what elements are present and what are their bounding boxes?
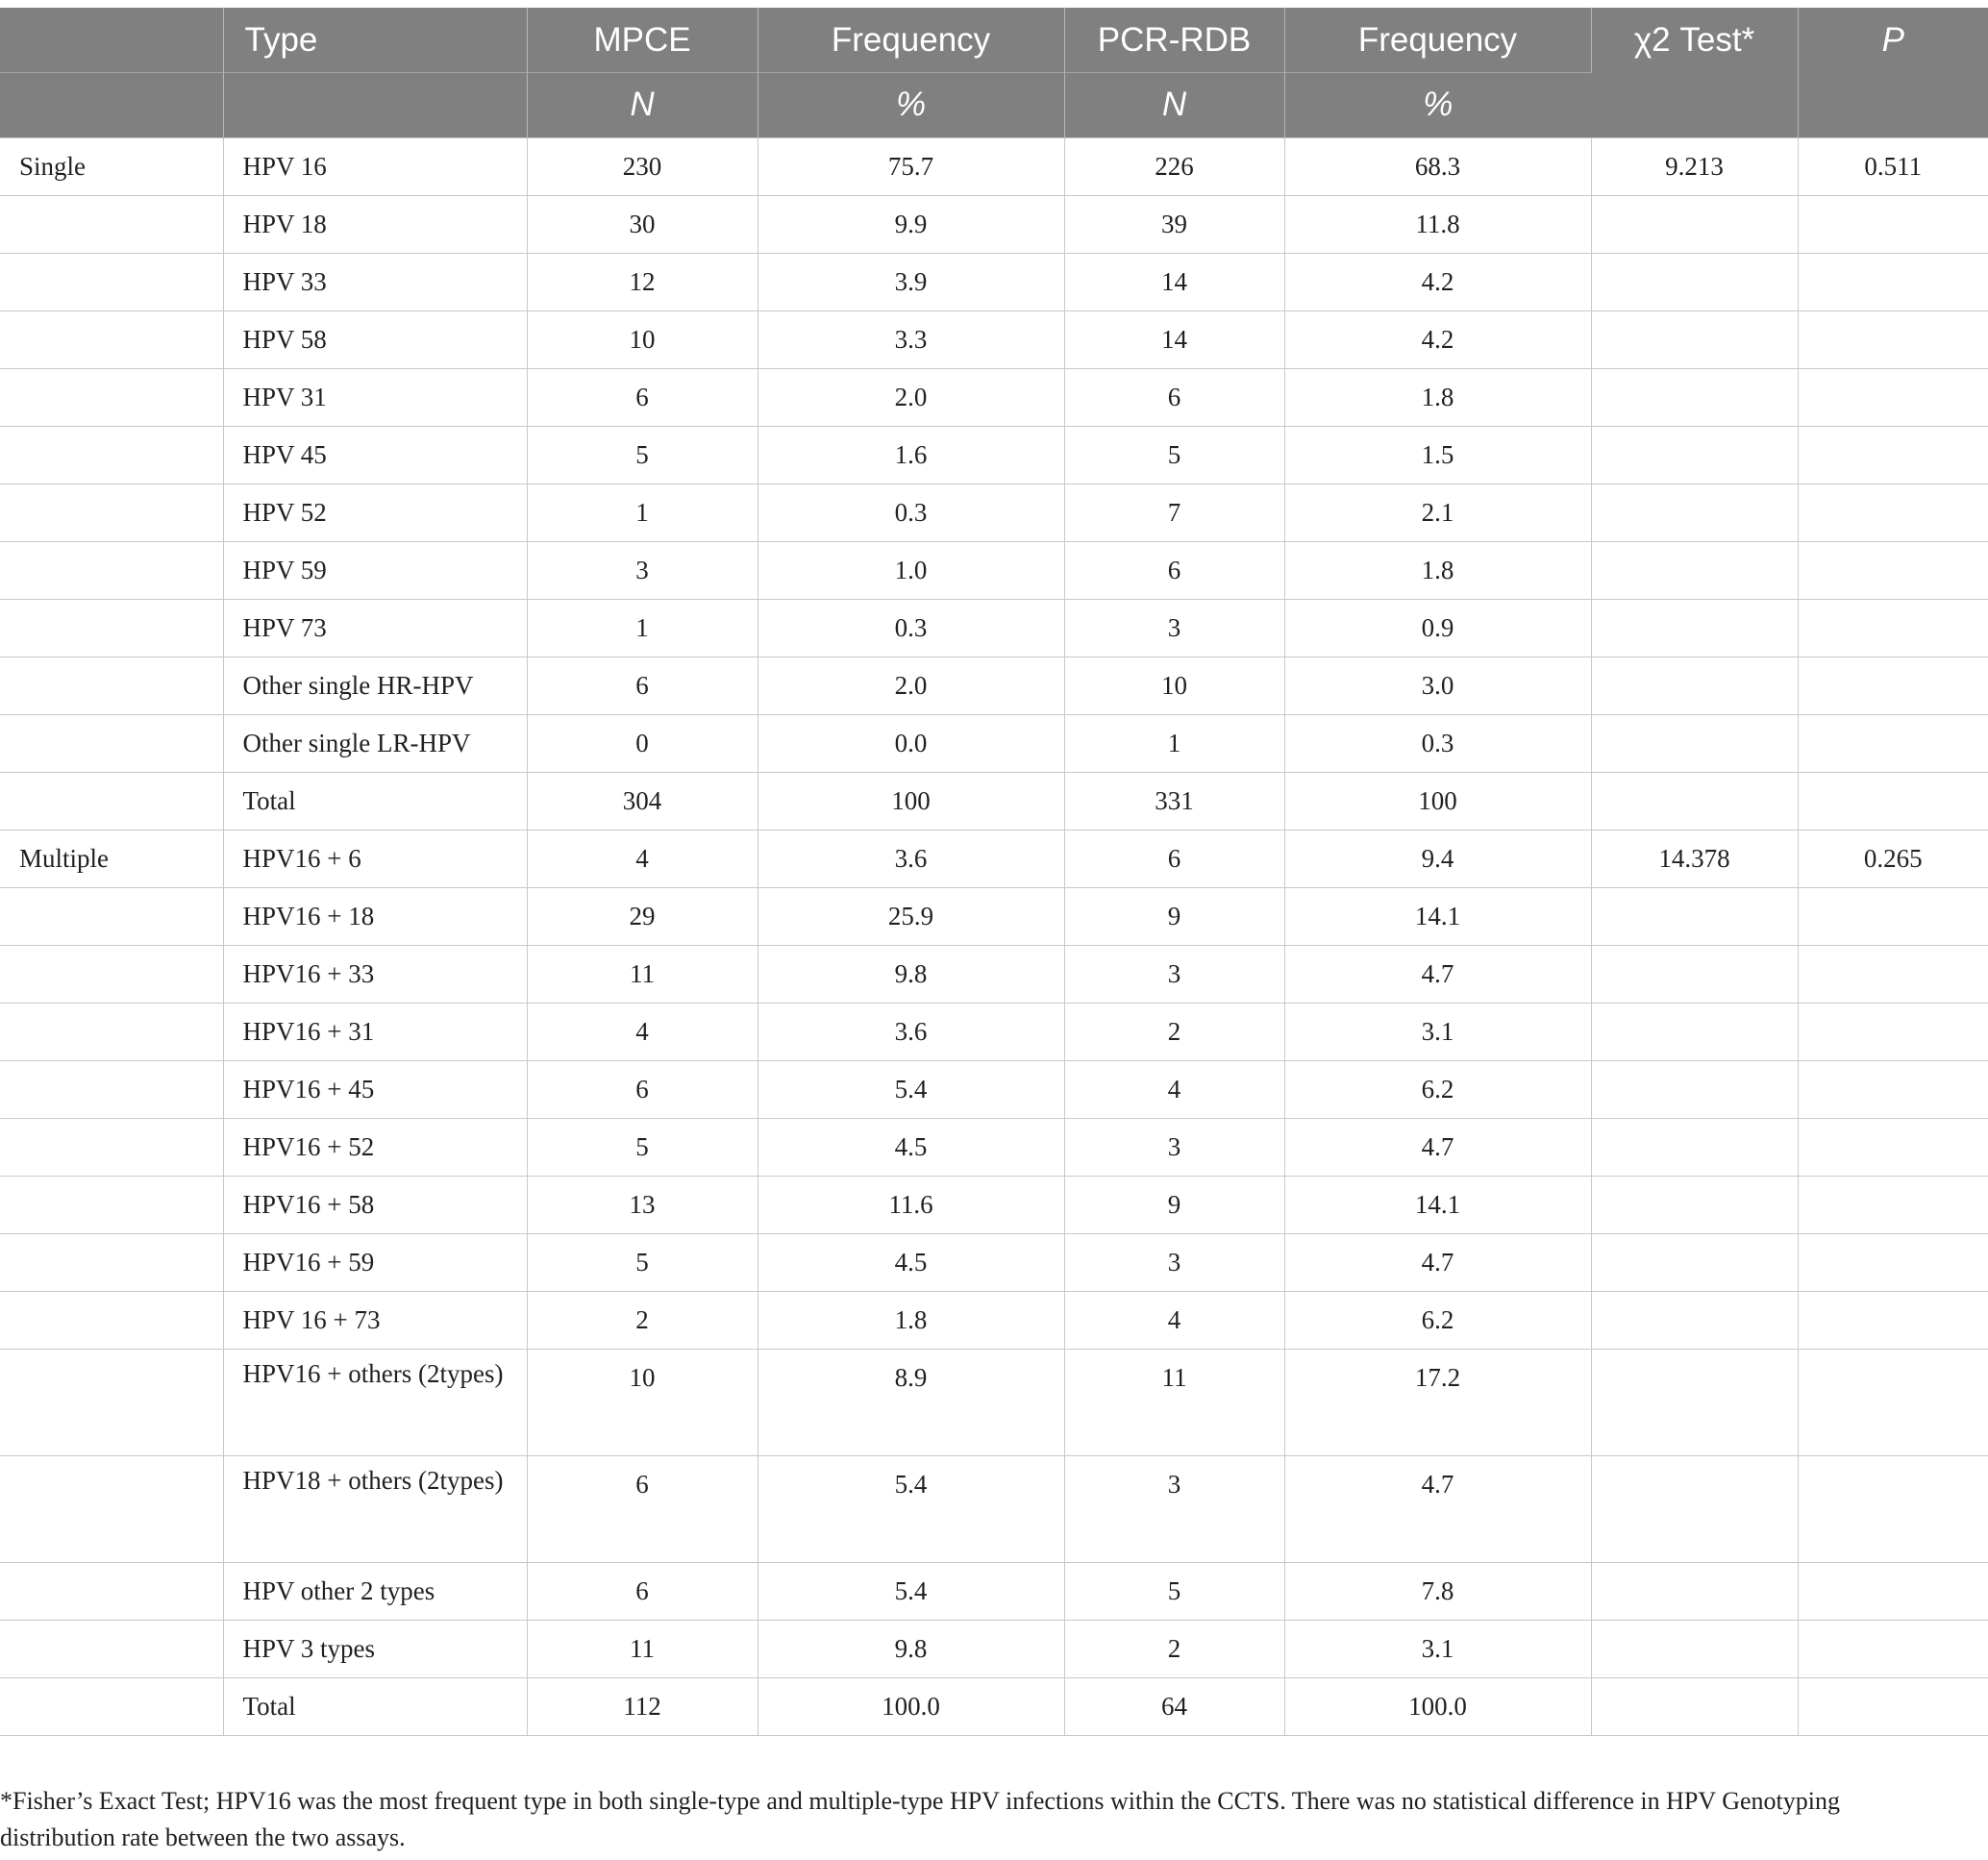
mpce-percent-cell: 100 <box>758 772 1064 830</box>
group-cell <box>0 1562 223 1620</box>
type-cell: HPV16 + 6 <box>223 830 527 887</box>
type-cell: HPV16 + 52 <box>223 1118 527 1176</box>
table-header <box>0 8 1988 137</box>
p-value-cell <box>1798 1455 1988 1562</box>
table-row <box>0 1118 1988 1176</box>
pcr-n-cell: 4 <box>1064 1291 1284 1349</box>
pcr-n-cell: 3 <box>1064 945 1284 1003</box>
group-cell <box>0 1003 223 1060</box>
mpce-n-cell: 6 <box>527 1455 758 1562</box>
pcr-n-cell: 5 <box>1064 426 1284 484</box>
mpce-percent-cell: 2.0 <box>758 657 1064 714</box>
mpce-percent-cell: 2.0 <box>758 368 1064 426</box>
mpce-percent-cell: 5.4 <box>758 1060 1064 1118</box>
pcr-n-cell: 3 <box>1064 1455 1284 1562</box>
type-cell: HPV 16 <box>223 137 527 195</box>
header-type: Type <box>223 8 527 72</box>
type-cell: HPV 33 <box>223 253 527 310</box>
mpce-n-cell: 10 <box>527 310 758 368</box>
table-row <box>0 830 1988 887</box>
chi-square-cell <box>1591 1291 1798 1349</box>
header-pcr-n: N <box>1064 72 1284 137</box>
mpce-n-cell: 6 <box>527 657 758 714</box>
chi-square-cell <box>1591 1455 1798 1562</box>
header-p-value: P <box>1798 8 1988 137</box>
pcr-n-cell: 226 <box>1064 137 1284 195</box>
pcr-percent-cell: 0.9 <box>1284 599 1591 657</box>
p-value-cell <box>1798 1291 1988 1349</box>
mpce-percent-cell: 75.7 <box>758 137 1064 195</box>
mpce-n-cell: 5 <box>527 1233 758 1291</box>
mpce-percent-cell: 3.6 <box>758 830 1064 887</box>
type-cell: Other single LR-HPV <box>223 714 527 772</box>
chi-square-cell <box>1591 368 1798 426</box>
p-value-cell <box>1798 1677 1988 1735</box>
pcr-n-cell: 5 <box>1064 1562 1284 1620</box>
chi-square-cell <box>1591 599 1798 657</box>
chi-square-cell <box>1591 1677 1798 1735</box>
group-cell <box>0 1233 223 1291</box>
chi-square-cell <box>1591 945 1798 1003</box>
chi-square-cell <box>1591 484 1798 541</box>
pcr-percent-cell: 17.2 <box>1284 1349 1591 1455</box>
group-cell: Single <box>0 137 223 195</box>
mpce-percent-cell: 0.3 <box>758 599 1064 657</box>
p-value-cell <box>1798 1233 1988 1291</box>
mpce-n-cell: 6 <box>527 1562 758 1620</box>
mpce-n-cell: 5 <box>527 1118 758 1176</box>
group-cell <box>0 599 223 657</box>
table-row <box>0 137 1988 195</box>
pcr-n-cell: 3 <box>1064 1118 1284 1176</box>
table-row <box>0 657 1988 714</box>
group-cell <box>0 945 223 1003</box>
table-row <box>0 1003 1988 1060</box>
mpce-percent-cell: 3.3 <box>758 310 1064 368</box>
p-value-cell <box>1798 195 1988 253</box>
hpv-genotype-table <box>0 8 1988 1736</box>
pcr-percent-cell: 7.8 <box>1284 1562 1591 1620</box>
group-cell <box>0 368 223 426</box>
p-value-cell <box>1798 714 1988 772</box>
p-value-cell <box>1798 1003 1988 1060</box>
group-cell <box>0 657 223 714</box>
mpce-percent-cell: 4.5 <box>758 1233 1064 1291</box>
type-cell: HPV 45 <box>223 426 527 484</box>
type-cell: Total <box>223 1677 527 1735</box>
table-body <box>0 137 1988 1735</box>
group-cell <box>0 195 223 253</box>
table-row <box>0 599 1988 657</box>
pcr-percent-cell: 3.1 <box>1284 1003 1591 1060</box>
header-mpce-percent: % <box>758 72 1064 137</box>
chi-square-cell: 14.378 <box>1591 830 1798 887</box>
p-value-cell <box>1798 772 1988 830</box>
chi-square-cell <box>1591 1620 1798 1677</box>
mpce-percent-cell: 3.9 <box>758 253 1064 310</box>
mpce-n-cell: 3 <box>527 541 758 599</box>
mpce-percent-cell: 4.5 <box>758 1118 1064 1176</box>
group-cell <box>0 310 223 368</box>
pcr-n-cell: 6 <box>1064 541 1284 599</box>
group-cell <box>0 541 223 599</box>
table-row <box>0 1455 1988 1562</box>
mpce-n-cell: 5 <box>527 426 758 484</box>
group-cell <box>0 426 223 484</box>
pcr-percent-cell: 4.7 <box>1284 945 1591 1003</box>
table-row <box>0 1233 1988 1291</box>
pcr-n-cell: 39 <box>1064 195 1284 253</box>
type-cell: HPV 18 <box>223 195 527 253</box>
mpce-n-cell: 12 <box>527 253 758 310</box>
table-row <box>0 887 1988 945</box>
header-frequency-mpce: Frequency <box>758 8 1064 72</box>
chi-square-cell <box>1591 1233 1798 1291</box>
mpce-percent-cell: 9.8 <box>758 1620 1064 1677</box>
mpce-n-cell: 10 <box>527 1349 758 1455</box>
table-row <box>0 945 1988 1003</box>
mpce-n-cell: 13 <box>527 1176 758 1233</box>
type-cell: HPV16 + 31 <box>223 1003 527 1060</box>
group-cell <box>0 887 223 945</box>
type-cell: HPV16 + 59 <box>223 1233 527 1291</box>
type-cell: HPV16 + 18 <box>223 887 527 945</box>
pcr-percent-cell: 6.2 <box>1284 1291 1591 1349</box>
table-row <box>0 253 1988 310</box>
group-cell <box>0 1349 223 1455</box>
pcr-percent-cell: 100.0 <box>1284 1677 1591 1735</box>
header-pcr-percent: % <box>1284 72 1591 137</box>
mpce-percent-cell: 9.8 <box>758 945 1064 1003</box>
mpce-percent-cell: 9.9 <box>758 195 1064 253</box>
mpce-percent-cell: 5.4 <box>758 1562 1064 1620</box>
pcr-n-cell: 11 <box>1064 1349 1284 1455</box>
pcr-percent-cell: 68.3 <box>1284 137 1591 195</box>
group-cell <box>0 1176 223 1233</box>
type-cell: HPV 16 + 73 <box>223 1291 527 1349</box>
p-value-cell <box>1798 657 1988 714</box>
pcr-percent-cell: 6.2 <box>1284 1060 1591 1118</box>
p-value-cell: 0.265 <box>1798 830 1988 887</box>
mpce-n-cell: 304 <box>527 772 758 830</box>
header-chi-square-test: χ2 Test* <box>1591 8 1798 137</box>
pcr-n-cell: 14 <box>1064 253 1284 310</box>
type-cell: HPV 58 <box>223 310 527 368</box>
chi-square-cell <box>1591 1176 1798 1233</box>
pcr-n-cell: 3 <box>1064 1233 1284 1291</box>
mpce-percent-cell: 1.0 <box>758 541 1064 599</box>
p-value-cell <box>1798 1118 1988 1176</box>
table-row <box>0 772 1988 830</box>
type-cell: HPV 3 types <box>223 1620 527 1677</box>
table-row <box>0 541 1988 599</box>
p-value-cell <box>1798 310 1988 368</box>
pcr-n-cell: 6 <box>1064 368 1284 426</box>
pcr-percent-cell: 1.8 <box>1284 541 1591 599</box>
pcr-n-cell: 9 <box>1064 887 1284 945</box>
table-row <box>0 1562 1988 1620</box>
mpce-percent-cell: 1.8 <box>758 1291 1064 1349</box>
group-cell <box>0 253 223 310</box>
p-value-cell <box>1798 945 1988 1003</box>
group-cell <box>0 772 223 830</box>
pcr-n-cell: 2 <box>1064 1620 1284 1677</box>
mpce-n-cell: 1 <box>527 599 758 657</box>
pcr-n-cell: 9 <box>1064 1176 1284 1233</box>
header-group-sub <box>0 72 223 137</box>
type-cell: HPV 31 <box>223 368 527 426</box>
chi-square-cell <box>1591 1349 1798 1455</box>
table-row <box>0 714 1988 772</box>
pcr-percent-cell: 14.1 <box>1284 1176 1591 1233</box>
type-cell: HPV16 + 33 <box>223 945 527 1003</box>
table-row <box>0 1349 1988 1455</box>
pcr-n-cell: 4 <box>1064 1060 1284 1118</box>
group-cell <box>0 484 223 541</box>
header-frequency-pcr: Frequency <box>1284 8 1591 72</box>
chi-square-cell <box>1591 657 1798 714</box>
mpce-n-cell: 2 <box>527 1291 758 1349</box>
p-value-cell <box>1798 599 1988 657</box>
pcr-percent-cell: 1.8 <box>1284 368 1591 426</box>
table-row <box>0 368 1988 426</box>
type-cell: Total <box>223 772 527 830</box>
chi-square-cell <box>1591 1118 1798 1176</box>
header-mpce: MPCE <box>527 8 758 72</box>
table-row <box>0 426 1988 484</box>
pcr-n-cell: 2 <box>1064 1003 1284 1060</box>
type-cell: HPV16 + 58 <box>223 1176 527 1233</box>
chi-square-cell: 9.213 <box>1591 137 1798 195</box>
table-row <box>0 310 1988 368</box>
mpce-n-cell: 6 <box>527 368 758 426</box>
pcr-n-cell: 331 <box>1064 772 1284 830</box>
group-cell <box>0 1677 223 1735</box>
pcr-percent-cell: 1.5 <box>1284 426 1591 484</box>
type-cell: HPV18 + others (2types) <box>223 1455 527 1562</box>
header-mpce-n: N <box>527 72 758 137</box>
pcr-percent-cell: 3.1 <box>1284 1620 1591 1677</box>
chi-square-cell <box>1591 1060 1798 1118</box>
mpce-n-cell: 6 <box>527 1060 758 1118</box>
mpce-percent-cell: 100.0 <box>758 1677 1064 1735</box>
pcr-percent-cell: 11.8 <box>1284 195 1591 253</box>
chi-square-cell <box>1591 253 1798 310</box>
type-cell: HPV other 2 types <box>223 1562 527 1620</box>
group-cell <box>0 1455 223 1562</box>
chi-square-cell <box>1591 1003 1798 1060</box>
group-cell <box>0 1118 223 1176</box>
group-cell <box>0 1060 223 1118</box>
pcr-percent-cell: 100 <box>1284 772 1591 830</box>
table-row <box>0 1060 1988 1118</box>
p-value-cell <box>1798 484 1988 541</box>
p-value-cell: 0.511 <box>1798 137 1988 195</box>
chi-square-cell <box>1591 772 1798 830</box>
mpce-percent-cell: 8.9 <box>758 1349 1064 1455</box>
table-row <box>0 1620 1988 1677</box>
mpce-percent-cell: 1.6 <box>758 426 1064 484</box>
mpce-n-cell: 30 <box>527 195 758 253</box>
pcr-n-cell: 64 <box>1064 1677 1284 1735</box>
pcr-percent-cell: 3.0 <box>1284 657 1591 714</box>
pcr-percent-cell: 4.7 <box>1284 1118 1591 1176</box>
pcr-n-cell: 1 <box>1064 714 1284 772</box>
p-value-cell <box>1798 1176 1988 1233</box>
chi-square-cell <box>1591 1562 1798 1620</box>
chi-square-cell <box>1591 310 1798 368</box>
type-cell: HPV16 + 45 <box>223 1060 527 1118</box>
p-value-cell <box>1798 1349 1988 1455</box>
p-value-cell <box>1798 1060 1988 1118</box>
p-value-cell <box>1798 426 1988 484</box>
pcr-percent-cell: 0.3 <box>1284 714 1591 772</box>
type-cell: HPV16 + others (2types) <box>223 1349 527 1455</box>
table-row <box>0 1176 1988 1233</box>
group-cell <box>0 714 223 772</box>
p-value-cell <box>1798 368 1988 426</box>
pcr-percent-cell: 9.4 <box>1284 830 1591 887</box>
mpce-percent-cell: 5.4 <box>758 1455 1064 1562</box>
type-cell: HPV 59 <box>223 541 527 599</box>
pcr-n-cell: 10 <box>1064 657 1284 714</box>
chi-square-cell <box>1591 541 1798 599</box>
pcr-n-cell: 7 <box>1064 484 1284 541</box>
pcr-n-cell: 14 <box>1064 310 1284 368</box>
pcr-percent-cell: 4.7 <box>1284 1233 1591 1291</box>
header-pcr-rdb: PCR-RDB <box>1064 8 1284 72</box>
mpce-percent-cell: 11.6 <box>758 1176 1064 1233</box>
p-value-cell <box>1798 1562 1988 1620</box>
table-row <box>0 484 1988 541</box>
mpce-n-cell: 1 <box>527 484 758 541</box>
p-value-cell <box>1798 541 1988 599</box>
pcr-percent-cell: 4.7 <box>1284 1455 1591 1562</box>
pcr-percent-cell: 2.1 <box>1284 484 1591 541</box>
pcr-percent-cell: 4.2 <box>1284 310 1591 368</box>
mpce-n-cell: 4 <box>527 830 758 887</box>
p-value-cell <box>1798 1620 1988 1677</box>
chi-square-cell <box>1591 714 1798 772</box>
mpce-percent-cell: 25.9 <box>758 887 1064 945</box>
table-row <box>0 1291 1988 1349</box>
group-cell <box>0 1620 223 1677</box>
p-value-cell <box>1798 253 1988 310</box>
pcr-percent-cell: 14.1 <box>1284 887 1591 945</box>
mpce-n-cell: 112 <box>527 1677 758 1735</box>
mpce-n-cell: 4 <box>527 1003 758 1060</box>
chi-square-cell <box>1591 195 1798 253</box>
mpce-n-cell: 11 <box>527 1620 758 1677</box>
table-row <box>0 1677 1988 1735</box>
mpce-percent-cell: 0.0 <box>758 714 1064 772</box>
pcr-n-cell: 6 <box>1064 830 1284 887</box>
mpce-n-cell: 0 <box>527 714 758 772</box>
group-cell: Multiple <box>0 830 223 887</box>
mpce-n-cell: 11 <box>527 945 758 1003</box>
pcr-percent-cell: 4.2 <box>1284 253 1591 310</box>
header-group-cell <box>0 8 223 72</box>
type-cell: Other single HR-HPV <box>223 657 527 714</box>
pcr-n-cell: 3 <box>1064 599 1284 657</box>
chi-square-cell <box>1591 426 1798 484</box>
mpce-percent-cell: 0.3 <box>758 484 1064 541</box>
mpce-percent-cell: 3.6 <box>758 1003 1064 1060</box>
type-cell: HPV 52 <box>223 484 527 541</box>
type-cell: HPV 73 <box>223 599 527 657</box>
p-value-cell <box>1798 887 1988 945</box>
table-footnote: *Fisher’s Exact Test; HPV16 was the most frequent type in both single-type and multiple-type HPV infections within the CCTS. There was no statistical difference in HPV Genotyping distribution rate between the two assays. <box>0 1787 1840 1851</box>
header-type-sub <box>223 72 527 137</box>
chi-square-cell <box>1591 887 1798 945</box>
mpce-n-cell: 29 <box>527 887 758 945</box>
group-cell <box>0 1291 223 1349</box>
mpce-n-cell: 230 <box>527 137 758 195</box>
table-row <box>0 195 1988 253</box>
